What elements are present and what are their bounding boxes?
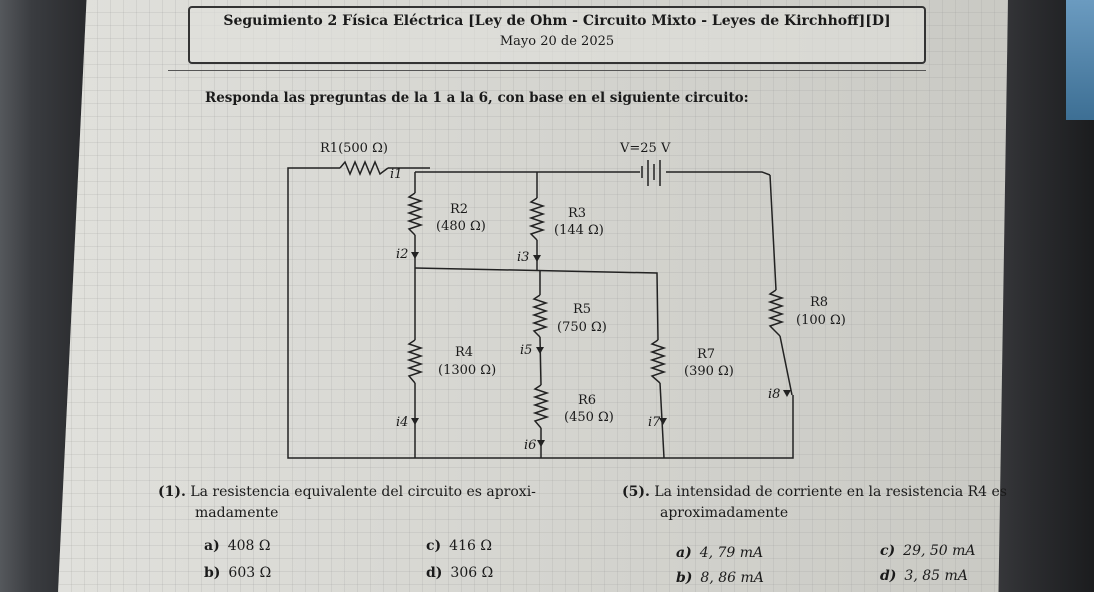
voltage-label: V=25 V [620,141,671,156]
resistor-r1-zigzag [340,162,388,174]
document-date: Mayo 20 de 2025 [499,34,615,49]
r4-name: R4 [455,345,474,360]
question-5-text-line2: aproximadamente [660,505,789,521]
r1-label: R1(500 Ω) [320,141,388,156]
question-1-number: (1). [158,484,186,500]
r6-name: R6 [578,393,597,408]
current-i3-label: i3 [517,250,530,265]
question-1-text-line1: La resistencia equivalente del circuito es aproxi- [190,484,536,500]
r3-name: R3 [568,206,587,221]
current-i4-label: i4 [396,415,409,430]
current-i8-label: i8 [768,387,781,402]
question-5-option-d[interactable]: d) 3, 85 mA [880,568,968,584]
resistor-r6-zigzag [535,385,547,428]
arrow-i2 [411,252,419,259]
question-1-text-line2: madamente [195,505,279,521]
wire-middle [415,268,658,340]
r2-value: (480 Ω) [436,219,486,234]
wire-right [770,175,776,290]
question-5-number: (5). [622,484,650,500]
r5-value: (750 Ω) [557,320,607,335]
r5-name: R5 [573,302,592,317]
question-5-option-c[interactable]: c) 29, 50 mA [880,543,976,559]
wire-r5-r6 [540,337,541,385]
resistor-r5-zigzag [534,295,546,337]
question-1-option-a[interactable]: a) 408 Ω [204,538,271,554]
current-i6-label: i6 [524,438,537,453]
current-i5-label: i5 [520,343,533,358]
current-i7-label: i7 [648,415,661,430]
wire-right-lower [780,336,792,395]
document-title: Seguimiento 2 Física Eléctrica [Ley de Ohm - Circuito Mixto - Leyes de Kirchhoff][D] [223,13,891,29]
wire-top-right [666,172,770,175]
arrow-i5 [536,347,544,354]
resistor-r2-zigzag [409,193,421,235]
r8-value: (100 Ω) [796,313,846,328]
r6-value: (450 Ω) [564,410,614,425]
resistor-r8-zigzag [770,290,782,336]
r8-name: R8 [810,295,829,310]
r4-value: (1300 Ω) [438,363,497,378]
question-5-text-line1: La intensidad de corriente en la resistencia R4 es [654,484,1007,500]
arrow-i6 [537,440,545,447]
r7-name: R7 [697,347,716,362]
arrow-i3 [533,255,541,262]
question-5-option-a[interactable]: a) 4, 79 mA [676,545,764,561]
instruction-text: Responda las preguntas de la 1 a la 6, con base en el siguiente circuito: [205,90,749,106]
question-5 [622,482,1007,524]
r3-value: (144 Ω) [554,223,604,238]
arrow-i4 [411,418,419,425]
resistor-r7-zigzag [652,340,664,383]
question-1 [158,482,536,524]
resistor-r4-zigzag [409,340,421,383]
question-5-option-b[interactable]: b) 8, 86 mA [676,570,764,586]
r7-value: (390 Ω) [684,364,734,379]
question-1-option-b[interactable]: b) 603 Ω [204,565,272,581]
current-i2-label: i2 [396,247,409,262]
current-i1-label: i1 [390,167,403,182]
resistor-r3-zigzag [531,198,543,240]
question-1-option-c[interactable]: c) 416 Ω [426,538,492,554]
arrow-i8 [783,390,791,397]
r2-name: R2 [450,202,469,217]
question-1-option-d[interactable]: d) 306 Ω [426,565,494,581]
